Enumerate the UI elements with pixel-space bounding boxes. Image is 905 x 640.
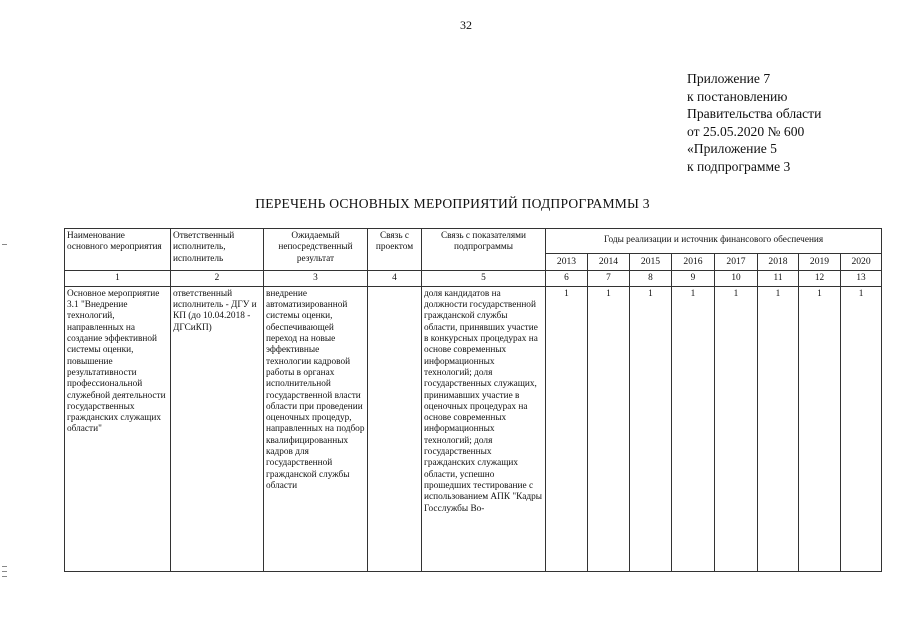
column-number: 4 [368, 270, 422, 286]
year-header: 2014 [588, 254, 630, 270]
year-header: 2018 [758, 254, 799, 270]
table-row [65, 286, 882, 571]
appendix-line: к постановлению [687, 88, 788, 104]
cell-year-value: 1 [841, 286, 882, 571]
appendix-line: от 25.05.2020 № 600 [687, 123, 805, 139]
header-row [65, 229, 882, 254]
year-header: 2017 [715, 254, 758, 270]
year-header: 2015 [630, 254, 672, 270]
header-executor: Ответственный исполнитель, исполнитель [171, 229, 264, 271]
column-number: 3 [264, 270, 368, 286]
cell-year-value: 1 [758, 286, 799, 571]
cell-indicators: доля кандидатов на должности государственной гражданской службы области, принявших участие в конкурсных процедурах на основе современных информационных технологий; доля государственных служащих, принимавших участие в оценочных процедурах на основе современных информационных технологий; доля государственных гражданских служащих области, успешно прошедших тестирование с использованием АПК "Кадры Госслужбы Во- [422, 286, 546, 571]
cell-measure-name: Основное мероприятие 3.1 "Внедрение технологий, направленных на создание эффективной системы оценки, повышение результативности профессиональной служебной деятельности государственных гражданских служащих области" [65, 286, 171, 571]
document-title: ПЕРЕЧЕНЬ ОСНОВНЫХ МЕРОПРИЯТИЙ ПОДПРОГРАММЫ 3 [255, 196, 650, 211]
year-header: 2019 [799, 254, 841, 270]
cell-year-value: 1 [799, 286, 841, 571]
cell-year-value: 1 [715, 286, 758, 571]
appendix-line: «Приложение 5 [687, 141, 777, 157]
header-name: Наименование основного мероприятия [65, 229, 171, 271]
cell-year-value: 1 [588, 286, 630, 571]
appendix-note [687, 70, 821, 176]
header-result: Ожидаемый непосредственный результат [264, 229, 368, 271]
cell-year-value: 1 [672, 286, 715, 571]
column-number: 11 [758, 270, 799, 286]
margin-mark [2, 244, 7, 245]
cell-year-value: 1 [546, 286, 588, 571]
cell-expected-result: внедрение автоматизированной системы оценки, обеспечивающей переход на новые эффективные технологии кадровой работы в органах исполнительной государственной власти области при проведении оценочных процедур, направленных на подбор квалифицированных кадров для государственной гражданской службы области [264, 286, 368, 571]
column-number: 7 [588, 270, 630, 286]
column-number-row [65, 270, 882, 286]
margin-mark [2, 571, 7, 572]
margin-mark [2, 576, 7, 577]
column-number: 8 [630, 270, 672, 286]
column-number: 9 [672, 270, 715, 286]
year-header: 2013 [546, 254, 588, 270]
cell-executor: ответственный исполнитель - ДГУ и КП (до 10.04.2018 - ДГСиКП) [171, 286, 264, 571]
appendix-line: к подпрограмме 3 [687, 158, 791, 174]
appendix-line: Правительства области [687, 106, 822, 122]
measures-table [64, 228, 882, 572]
column-number: 13 [841, 270, 882, 286]
header-indicators: Связь с показателями подпрограммы [422, 229, 546, 271]
header-years-group: Годы реализации и источник финансового обеспечения [546, 229, 882, 254]
column-number: 1 [65, 270, 171, 286]
year-header: 2020 [841, 254, 882, 270]
appendix-line: Приложение 7 [687, 71, 771, 86]
margin-mark [2, 566, 7, 567]
column-number: 6 [546, 270, 588, 286]
column-number: 10 [715, 270, 758, 286]
column-number: 12 [799, 270, 841, 286]
header-project: Связь с проектом [368, 229, 422, 271]
column-number: 5 [422, 270, 546, 286]
cell-project-link [368, 286, 422, 571]
cell-year-value: 1 [630, 286, 672, 571]
year-header: 2016 [672, 254, 715, 270]
page-number: 32 [460, 18, 472, 32]
column-number: 2 [171, 270, 264, 286]
